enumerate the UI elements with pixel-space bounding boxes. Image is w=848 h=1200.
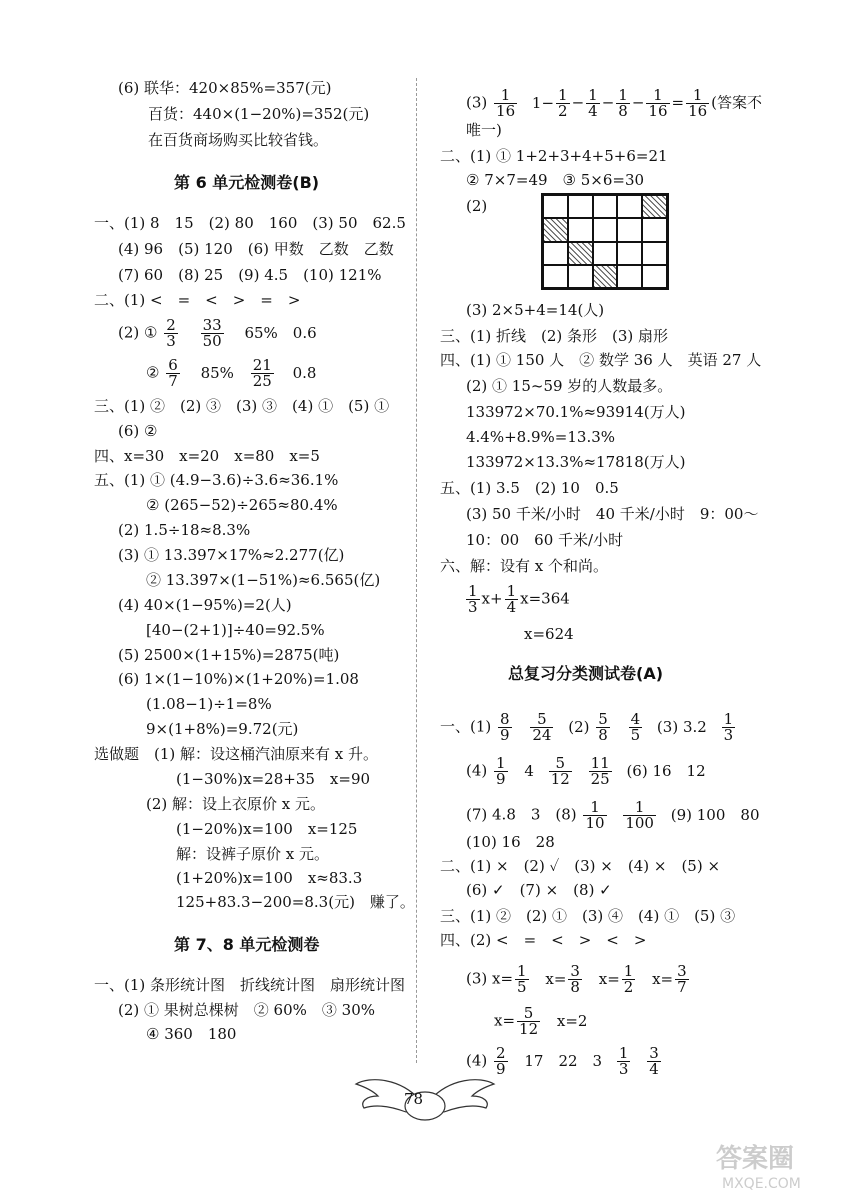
denominator: 9 bbox=[496, 1060, 506, 1078]
grid-cell bbox=[593, 242, 618, 265]
expression: x+ bbox=[481, 589, 503, 608]
text-line bbox=[118, 318, 317, 349]
watermark-url: MXQE.COM bbox=[722, 1176, 801, 1192]
text-line: 四、x=30 x=20 x=80 x=5 bbox=[94, 447, 320, 465]
fraction bbox=[505, 584, 519, 615]
text-line: x=624 bbox=[524, 625, 574, 643]
grid-cell bbox=[593, 195, 618, 218]
operator: = bbox=[671, 93, 685, 112]
numerator: 1 bbox=[494, 88, 517, 104]
denominator: 24 bbox=[532, 726, 552, 744]
denominator: 3 bbox=[166, 332, 176, 350]
denominator: 2 bbox=[623, 978, 634, 996]
grid-cell-shaded bbox=[593, 265, 618, 288]
numerator: 1 bbox=[646, 88, 669, 104]
denominator: 16 bbox=[496, 102, 516, 120]
label: (2) bbox=[568, 717, 590, 736]
text-line: (6) 联华：420×85%=357(元) bbox=[118, 79, 332, 97]
text-line: (6) 1×(1−10%)×(1+20%)=1.08 bbox=[118, 670, 359, 688]
expression: x= bbox=[598, 969, 620, 988]
text-line: ② (265−52)÷265≈80.4% bbox=[146, 496, 338, 514]
fraction bbox=[623, 800, 656, 831]
numerator: 1 bbox=[496, 754, 506, 772]
fraction bbox=[629, 712, 643, 743]
grid-cell bbox=[593, 218, 618, 241]
grid-cell bbox=[543, 265, 568, 288]
text-line: (4) 40×(1−95%)=2(人) bbox=[118, 596, 292, 614]
fraction bbox=[517, 1006, 540, 1037]
label: (2) ① bbox=[118, 323, 158, 342]
denominator: 10 bbox=[585, 814, 605, 832]
numerator: 1 bbox=[723, 710, 734, 728]
numerator: 4 bbox=[630, 710, 641, 728]
text-line: (10) 16 28 bbox=[466, 833, 555, 851]
text-line: [40−(2+1)]÷40=92.5% bbox=[146, 621, 325, 639]
denominator: 4 bbox=[649, 1060, 659, 1078]
fraction bbox=[596, 712, 610, 743]
section-title: 第 6 单元检测卷(B) bbox=[174, 173, 320, 192]
text-line: 选做题 (1) 解：设这桶汽油原来有 x 升。 bbox=[94, 745, 379, 763]
text-line: (6) ② bbox=[118, 422, 158, 440]
fraction bbox=[722, 712, 736, 743]
watermark-logo: 答案圈 bbox=[716, 1144, 795, 1174]
numerator: 1 bbox=[517, 962, 527, 980]
text-line: 二、(1) ① 1+2+3+4+5+6=21 bbox=[440, 147, 668, 165]
numerator: 5 bbox=[598, 710, 608, 728]
text-line: ④ 360 180 bbox=[146, 1025, 237, 1043]
grid-cell bbox=[617, 265, 642, 288]
expression: x=2 bbox=[556, 1011, 588, 1030]
denominator: 12 bbox=[550, 770, 570, 788]
fraction bbox=[617, 1046, 631, 1077]
numerator: 1 bbox=[618, 1044, 629, 1062]
value: 0.8 bbox=[292, 363, 317, 382]
text-line: 唯一) bbox=[466, 121, 502, 139]
fraction bbox=[201, 318, 224, 349]
text-line: 一、(1) 条形统计图 折线统计图 扇形统计图 bbox=[94, 976, 406, 994]
text-line: (4) 96 (5) 120 (6) 甲数 乙数 乙数 bbox=[118, 240, 394, 258]
text-line: 四、(2) < = < > < > bbox=[440, 931, 647, 949]
text-line: (1.08−1)÷1=8% bbox=[146, 695, 272, 713]
label: 一、(1) bbox=[440, 717, 492, 736]
grid-cell bbox=[543, 242, 568, 265]
value: 17 22 3 bbox=[524, 1051, 603, 1070]
text-line bbox=[466, 800, 759, 831]
value: (3) 3.2 bbox=[656, 717, 707, 736]
text-line: 三、(1) 折线 (2) 条形 (3) 扇形 bbox=[440, 327, 669, 345]
label: (7) 4.8 3 (8) bbox=[466, 805, 577, 824]
text-line: 六、解：设有 x 个和尚。 bbox=[440, 557, 608, 575]
fraction bbox=[556, 88, 570, 119]
numerator: 5 bbox=[530, 712, 553, 728]
text-line: (1+20%)x=100 x≈83.3 bbox=[176, 869, 363, 887]
denominator: 9 bbox=[500, 726, 510, 744]
text-line: 三、(1) ② (2) ① (3) ④ (4) ① (5) ③ bbox=[440, 907, 736, 925]
expression: x= bbox=[652, 969, 674, 988]
denominator: 9 bbox=[496, 770, 506, 788]
grid-cell bbox=[617, 195, 642, 218]
numerator: 1 bbox=[506, 582, 517, 600]
fraction bbox=[616, 88, 630, 119]
text-line bbox=[466, 88, 762, 119]
denominator: 3 bbox=[723, 726, 734, 744]
numerator: 8 bbox=[500, 710, 510, 728]
text-line: (2) 解：设上衣原价 x 元。 bbox=[146, 795, 326, 813]
numerator: 2 bbox=[166, 316, 176, 334]
text-line bbox=[466, 964, 691, 995]
text-line: (1−30%)x=28+35 x=90 bbox=[176, 770, 371, 788]
grid-cell bbox=[543, 195, 568, 218]
grid-cell bbox=[642, 265, 667, 288]
text-line: ② 13.397×(1−51%)≈6.565(亿) bbox=[146, 571, 381, 589]
fraction bbox=[622, 964, 636, 995]
column-divider bbox=[416, 78, 417, 1063]
text-line bbox=[466, 756, 706, 787]
grid-cell-shaded bbox=[642, 195, 667, 218]
denominator: 5 bbox=[630, 726, 641, 744]
fraction bbox=[589, 756, 612, 787]
denominator: 16 bbox=[648, 102, 668, 120]
numerator: 3 bbox=[677, 962, 687, 980]
fraction bbox=[549, 756, 572, 787]
denominator: 7 bbox=[677, 978, 687, 996]
expression: x=364 bbox=[520, 589, 570, 608]
fraction bbox=[647, 1046, 661, 1077]
numerator: 3 bbox=[649, 1044, 659, 1062]
text-line: 二、(1) < = < > = > bbox=[94, 291, 301, 309]
text-line: 9×(1+8%)=9.72(元) bbox=[146, 720, 299, 738]
text-line: 百货：440×(1−20%)=352(元) bbox=[148, 105, 370, 123]
label: (3) bbox=[466, 93, 488, 112]
value: 85% bbox=[200, 363, 234, 382]
denominator: 4 bbox=[588, 102, 598, 120]
denominator: 50 bbox=[202, 332, 222, 350]
label: ② bbox=[146, 363, 160, 382]
shaded-grid-figure bbox=[541, 193, 669, 290]
text-line: (3) 50 千米/小时 40 千米/小时 9：00～ bbox=[466, 505, 759, 523]
text-line: (6) ✓ (7) × (8) ✓ bbox=[466, 881, 612, 899]
grid-cell-shaded bbox=[568, 242, 593, 265]
operator: − bbox=[631, 93, 645, 112]
fraction bbox=[498, 712, 512, 743]
denominator: 8 bbox=[618, 102, 628, 120]
note: (答案不 bbox=[711, 93, 763, 112]
denominator: 16 bbox=[688, 102, 708, 120]
text-line bbox=[464, 584, 570, 615]
grid-cell bbox=[617, 242, 642, 265]
fraction bbox=[675, 964, 689, 995]
text-line: 三、(1) ② (2) ③ (3) ③ (4) ① (5) ① bbox=[94, 397, 390, 415]
numerator: 3 bbox=[570, 962, 580, 980]
text-line bbox=[146, 358, 316, 389]
text-line: 4.4%+8.9%=13.3% bbox=[466, 428, 616, 446]
grid-cell-shaded bbox=[543, 218, 568, 241]
numerator: 5 bbox=[549, 756, 572, 772]
wings-ornament-icon bbox=[350, 1072, 500, 1128]
text-line: 133972×70.1%≈93914(万人) bbox=[466, 403, 686, 421]
fraction bbox=[494, 756, 508, 787]
numerator: 1 bbox=[588, 86, 598, 104]
value: 65% 0.6 bbox=[244, 323, 317, 342]
numerator: 2 bbox=[496, 1044, 506, 1062]
numerator: 21 bbox=[252, 356, 272, 374]
text-line: 在百货商场购买比较省钱。 bbox=[148, 131, 329, 149]
text-line: 133972×13.3%≈17818(万人) bbox=[466, 453, 686, 471]
text-line bbox=[494, 1006, 587, 1037]
grid-cell bbox=[642, 218, 667, 241]
fraction bbox=[494, 88, 517, 119]
text-line: 五、(1) 3.5 (2) 10 0.5 bbox=[440, 479, 619, 497]
denominator: 25 bbox=[252, 372, 272, 390]
fraction bbox=[568, 964, 582, 995]
grid-cell bbox=[617, 218, 642, 241]
expression: x= bbox=[494, 1011, 516, 1030]
grid-cell bbox=[568, 218, 593, 241]
section-title: 第 7、8 单元检测卷 bbox=[174, 935, 320, 954]
fraction bbox=[164, 318, 178, 349]
grid-cell bbox=[642, 242, 667, 265]
denominator: 4 bbox=[506, 598, 517, 616]
expression: (3) x= bbox=[466, 969, 514, 988]
denominator: 25 bbox=[590, 770, 610, 788]
text-line: 四、(1) ① 150 人 ② 数学 36 人 英语 27 人 bbox=[440, 351, 762, 369]
fraction bbox=[646, 88, 669, 119]
fraction bbox=[166, 358, 180, 389]
text-line: ② 7×7=49 ③ 5×6=30 bbox=[466, 171, 645, 189]
grid-cell bbox=[568, 195, 593, 218]
text-line: (7) 60 (8) 25 (9) 4.5 (10) 121% bbox=[118, 266, 382, 284]
text-line: (1−20%)x=100 x=125 bbox=[176, 820, 358, 838]
value: 4 bbox=[524, 761, 534, 780]
fraction bbox=[466, 584, 480, 615]
text-line: (3) ① 13.397×17%≈2.277(亿) bbox=[118, 546, 345, 564]
numerator: 1 bbox=[468, 582, 478, 600]
operator: − bbox=[571, 93, 585, 112]
text-line: (3) 2×5+4=14(人) bbox=[466, 301, 605, 319]
text-line: (2) ① 15~59 岁的人数最多。 bbox=[466, 377, 673, 395]
operator: − bbox=[601, 93, 615, 112]
fraction bbox=[530, 712, 553, 743]
text-line: (2) 1.5÷18≈8.3% bbox=[118, 521, 251, 539]
denominator: 3 bbox=[468, 598, 478, 616]
fraction bbox=[686, 88, 709, 119]
text-line: 10：00 60 千米/小时 bbox=[466, 531, 624, 549]
numerator: 11 bbox=[590, 754, 610, 772]
numerator: 1 bbox=[623, 962, 634, 980]
denominator: 3 bbox=[618, 1060, 629, 1078]
denominator: 12 bbox=[519, 1020, 539, 1038]
fraction bbox=[586, 88, 600, 119]
fraction bbox=[515, 964, 529, 995]
denominator: 2 bbox=[558, 102, 568, 120]
numerator: 1 bbox=[558, 86, 568, 104]
text-line: (2) ① 果树总棵树 ② 60% ③ 30% bbox=[118, 1001, 376, 1019]
denominator: 8 bbox=[598, 726, 608, 744]
text-line: 二、(1) × (2) ✓ (3) × (4) × (5) × bbox=[440, 857, 721, 875]
label: (4) bbox=[466, 1051, 488, 1070]
fraction bbox=[251, 358, 274, 389]
section-title: 总复习分类测试卷(A) bbox=[508, 664, 664, 683]
text-line: 五、(1) ① (4.9−3.6)÷3.6≈36.1% bbox=[94, 471, 339, 489]
text-line bbox=[440, 712, 737, 743]
numerator: 1 bbox=[583, 800, 606, 816]
denominator: 100 bbox=[625, 814, 654, 832]
text-line: 一、(1) 8 15 (2) 80 160 (3) 50 62.5 bbox=[94, 214, 406, 232]
expression: x= bbox=[545, 969, 567, 988]
text-line: (2) bbox=[466, 197, 488, 215]
numerator: 1 bbox=[686, 88, 709, 104]
numerator: 33 bbox=[202, 316, 222, 334]
text-line: (5) 2500×(1+15%)=2875(吨) bbox=[118, 646, 340, 664]
value: (6) 16 12 bbox=[626, 761, 706, 780]
numerator: 1 bbox=[623, 800, 656, 816]
fraction bbox=[583, 800, 606, 831]
page-number: 78 bbox=[404, 1090, 424, 1108]
text-line: 解：设裤子原价 x 元。 bbox=[176, 845, 329, 863]
grid-cell bbox=[568, 265, 593, 288]
text-line: 125+83.3−200=8.3(元) 赚了。 bbox=[176, 893, 415, 911]
value: (9) 100 80 bbox=[670, 805, 760, 824]
denominator: 8 bbox=[570, 978, 580, 996]
denominator: 7 bbox=[168, 372, 178, 390]
operator: 1− bbox=[531, 93, 555, 112]
numerator: 6 bbox=[168, 356, 178, 374]
numerator: 5 bbox=[517, 1006, 540, 1022]
numerator: 1 bbox=[618, 86, 628, 104]
denominator: 5 bbox=[517, 978, 527, 996]
label: (4) bbox=[466, 761, 488, 780]
